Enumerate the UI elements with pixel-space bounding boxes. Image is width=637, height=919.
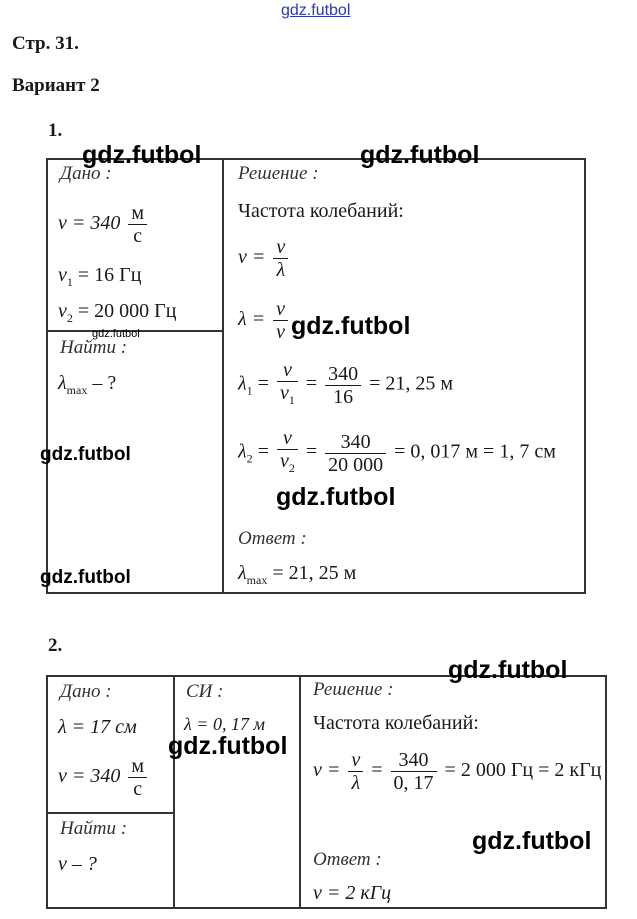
watermark-small: gdz.futbol (92, 328, 140, 340)
p2-eq-frequency: ν = $\frac{v}{\lambda}$ = $\frac{340}{0, 17}$ = 2 000 Гц = 2 кГц (313, 749, 602, 794)
p2-si-value: λ = 0, 17 м (184, 714, 265, 734)
watermark-7: gdz.futbol (448, 656, 568, 684)
p1-given-label: Дано : (60, 163, 112, 184)
p1-eq-lambda2: $\lambda_2$ = $\frac{v}{\nu_2}$ = $\frac{340}{20 000}$ = 0, 017 м = 1, 7 см (238, 427, 556, 476)
p1-eq-lambda1: $\lambda_1$ = $\frac{v}{\nu_1}$ = $\frac{340}{16}$ = 21, 25 м (238, 359, 454, 408)
p1-solution-label: Решение : (238, 163, 319, 184)
p2-given-lambda: λ = 17 см (58, 716, 137, 738)
watermark-4: gdz.futbol (40, 444, 131, 465)
p1-frequency-text: Частота колебаний: (238, 200, 404, 222)
watermark-5: gdz.futbol (276, 483, 396, 511)
p1-given-nu2: $\nu_2 = 20$ 000 Гц (58, 300, 177, 325)
p1-eq-wavelength: λ = $\frac{v}{\nu}$ (238, 298, 291, 343)
p1-find-expr: $\lambda_{max}$ – ? (58, 372, 117, 397)
p1-find-label: Найти : (60, 337, 128, 358)
page-label: Стр. 31. (12, 33, 79, 54)
p2-given-speed: v = 340 $\frac{м}{с}$ (58, 755, 150, 800)
p1-given-speed: ν = 340 $\frac{м}{с}$ (58, 202, 150, 247)
p2-answer-value: ν = 2 кГц (313, 882, 392, 904)
p2-find-label: Найти : (60, 818, 128, 839)
p1-answer-value: $\lambda_{max} = 21$, 25 м (238, 562, 357, 587)
p2-answer-label: Ответ : (313, 849, 382, 870)
variant-label: Вариант 2 (12, 75, 100, 96)
p2-given-label: Дано : (60, 681, 112, 702)
p1-eq-frequency: ν = $\frac{v}{\lambda}$ (238, 236, 291, 281)
watermark-1: gdz.futbol (82, 141, 202, 169)
p1-given-nu1: $\nu_1 = 16$ Гц (58, 264, 142, 289)
watermark-top: gdz.futbol (281, 2, 351, 19)
watermark-3: gdz.futbol (291, 312, 411, 340)
p2-si-label: СИ : (186, 681, 224, 702)
watermark-8: gdz.futbol (168, 732, 288, 760)
p2-frequency-text: Частота колебаний: (313, 712, 479, 734)
problem-2-number: 2. (48, 635, 63, 656)
problem-1-number: 1. (48, 120, 63, 141)
watermark-2: gdz.futbol (360, 141, 480, 169)
p1-answer-label: Ответ : (238, 528, 307, 549)
watermark-9: gdz.futbol (472, 827, 592, 855)
p2-find-expr: ν – ? (58, 853, 97, 875)
watermark-6: gdz.futbol (40, 567, 131, 588)
p2-solution-label: Решение : (313, 679, 394, 700)
